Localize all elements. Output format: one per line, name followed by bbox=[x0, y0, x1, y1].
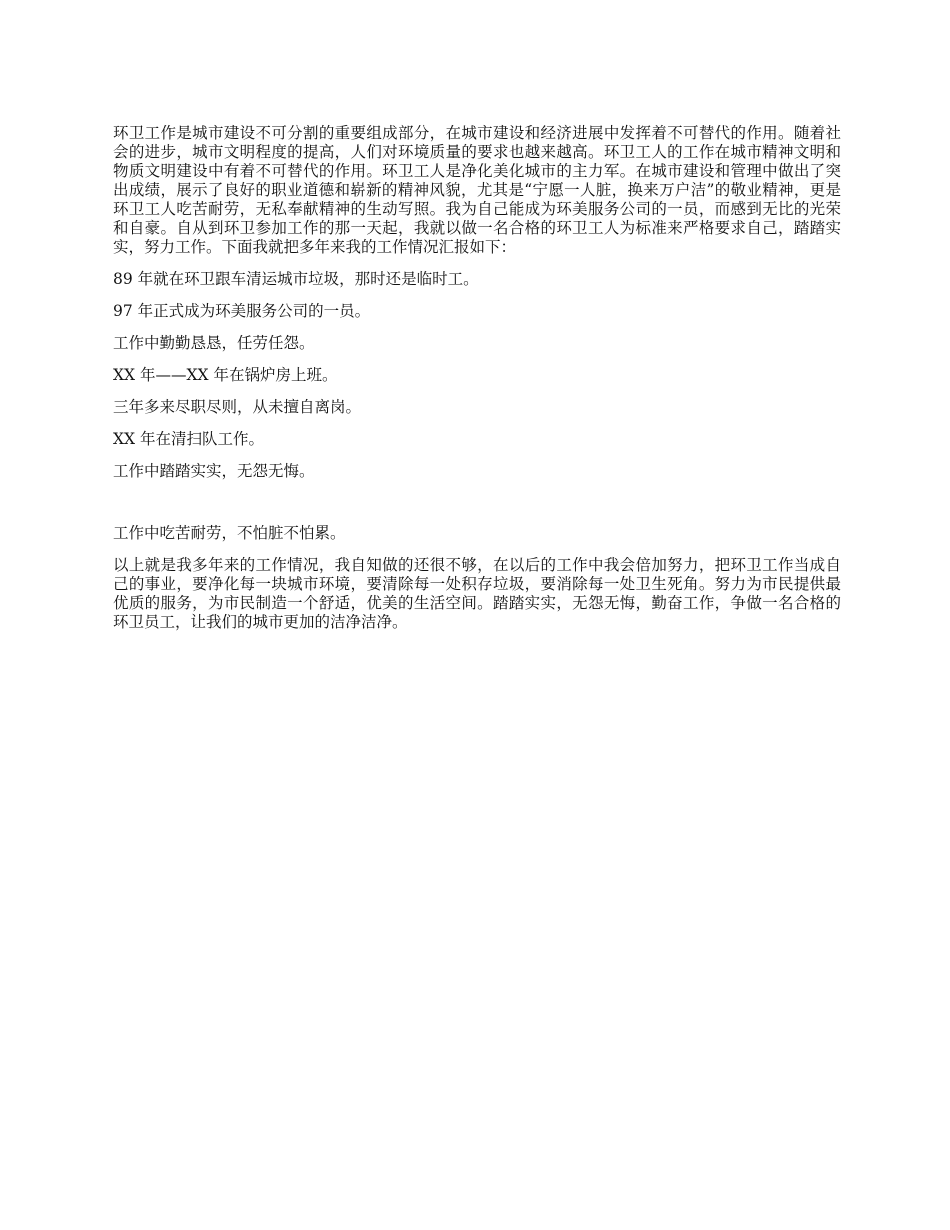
conclusion-paragraph: 以上就是我多年来的工作情况，我自知做的还很不够，在以后的工作中我会倍加努力，把环卫工作当成自己的事业，要净化每一块城市环境，要清除每一处积存垃圾，要消除每一处卫生死角。努力为市民提供最优质的服务，为市民制造一个舒适，优美的生活空间。踏踏实实，无怨无悔，勤奋工作，争做一名合格的环卫员工，让我们的城市更加的洁净洁净。 bbox=[113, 556, 841, 631]
list-item: 工作中吃苦耐劳，不怕脏不怕累。 bbox=[113, 524, 346, 542]
list-item: 工作中勤勤恳恳，任劳任怨。 bbox=[113, 334, 315, 352]
list-item: 97 年正式成为环美服务公司的一员。 bbox=[113, 302, 371, 320]
list-item: 工作中踏踏实实，无怨无悔。 bbox=[113, 462, 315, 480]
list-item: XX 年在清扫队工作。 bbox=[113, 430, 264, 448]
intro-paragraph: 环卫工作是城市建设不可分割的重要组成部分，在城市建设和经济进展中发挥着不可替代的作用。随着社会的进步，城市文明程度的提高，人们对环境质量的要求也越来越高。环卫工人的工作在城市精神文明和物质文明建设中有着不可替代的作用。环卫工人是净化美化城市的主力军。在城市建设和管理中做出了突出成绩，展示了良好的职业道德和崭新的精神风貌，尤其是“宁愿一人脏，换来万户洁”的敬业精神，更是环卫工人吃苦耐劳，无私奉献精神的生动写照。我为自己能成为环美服务公司的一员，而感到无比的光荣和自豪。自从到环卫参加工作的那一天起，我就以做一名合格的环卫工人为标准来严格要求自己，踏踏实实，努力工作。下面我就把多年来我的工作情况汇报如下： bbox=[113, 124, 841, 256]
document-page bbox=[113, 124, 841, 645]
blank-spacer bbox=[113, 494, 841, 524]
list-item: 三年多来尽职尽则，从未擅自离岗。 bbox=[113, 398, 362, 416]
list-item: 89 年就在环卫跟车清运城市垃圾，那时还是临时工。 bbox=[113, 270, 479, 288]
list-item: XX 年——XX 年在锅炉房上班。 bbox=[113, 366, 338, 384]
